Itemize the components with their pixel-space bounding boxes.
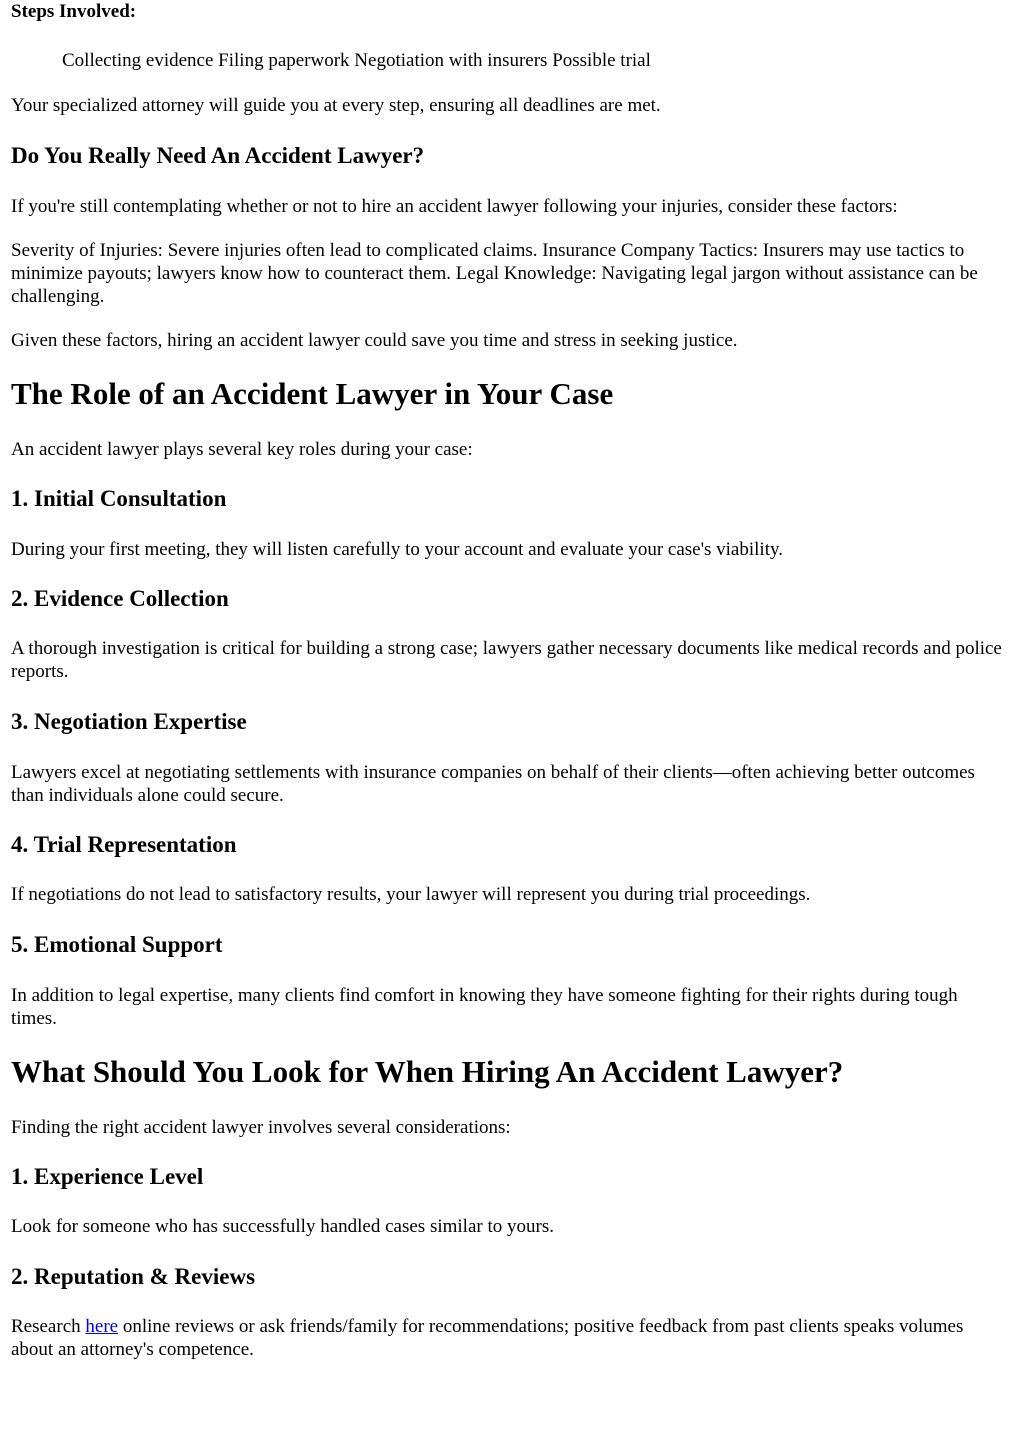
role-item-text: During your first meeting, they will listen carefully to your account and evaluate your case's viability. [11,539,783,560]
steps-list: Collecting evidence Filing paperwork Negotiation with insurers Possible trial [62,50,651,71]
reputation-title: 2. Reputation & Reviews [11,1264,256,1289]
role-item-title: 3. Negotiation Expertise [11,709,247,734]
guide-paragraph: Your specialized attorney will guide you at every step, ensuring all deadlines are met. [11,95,661,116]
role-item-text: Lawyers excel at negotiating settlements with insurance companies on behalf of their clients—often achieving better outcomes than individuals alone could secure. [11,762,975,806]
role-heading: The Role of an Accident Lawyer in Your Case [11,376,614,411]
role-item-text: A thorough investigation is critical for building a strong case; lawyers gather necessary documents like medical records and police reports. [11,638,1002,682]
here-link[interactable]: here [85,1316,119,1337]
role-item-text: In addition to legal expertise, many clients find comfort in knowing they have someone fighting for their rights during tough times. [11,985,958,1029]
need-lawyer-factors: Severity of Injuries: Severe injuries often lead to complicated claims. Insurance Company Tactics: Insurers may use tactics to minimize payouts; lawyers know how to counteract them. Legal Knowledge: Navigating legal jargon without assistance can be challenging. [11,240,978,307]
experience-text: Look for someone who has successfully handled cases similar to yours. [11,1216,554,1237]
role-item-text: If negotiations do not lead to satisfactory results, your lawyer will represent you during trial proceedings. [11,884,811,905]
reputation-text-before: Research [11,1316,86,1337]
reputation-paragraph [11,1315,1003,1361]
role-item-title: 5. Emotional Support [11,932,223,957]
need-lawyer-intro: If you're still contemplating whether or not to hire an accident lawyer following your injuries, consider these factors: [11,196,898,217]
steps-heading: Steps Involved: [11,1,137,22]
hiring-heading: What Should You Look for When Hiring An Accident Lawyer? [11,1054,844,1089]
role-item-title: 2. Evidence Collection [11,586,229,611]
reputation-text-after: online reviews or ask friends/family for recommendations; positive feedback from past clients speaks volumes about an attorney's competence. [11,1316,964,1360]
experience-title: 1. Experience Level [11,1164,204,1189]
role-intro: An accident lawyer plays several key roles during your case: [11,439,473,460]
role-item-title: 1. Initial Consultation [11,486,227,511]
role-item-title: 4. Trial Representation [11,832,237,857]
hiring-intro: Finding the right accident lawyer involves several considerations: [11,1117,511,1138]
need-lawyer-heading: Do You Really Need An Accident Lawyer? [11,143,425,168]
need-lawyer-conclusion: Given these factors, hiring an accident lawyer could save you time and stress in seeking justice. [11,330,738,351]
